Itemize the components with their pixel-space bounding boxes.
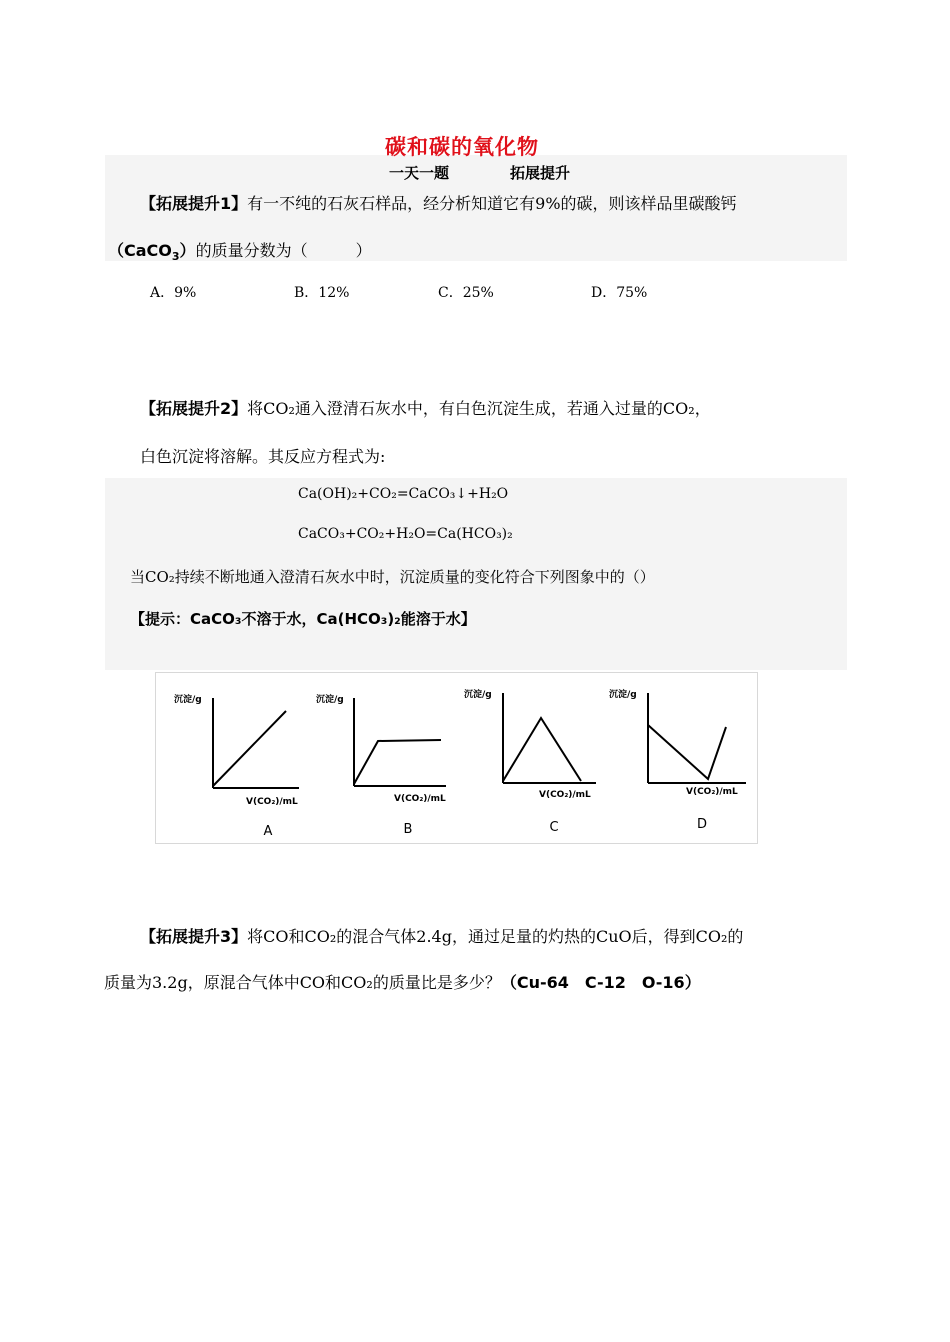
graph-c-letter: C <box>549 820 559 835</box>
q3-line2 <box>104 970 701 993</box>
q2-text: 将CO₂通入澄清石灰水中，有白色沉淀生成，若通入过量的CO₂， <box>247 399 711 418</box>
q2-line1 <box>140 396 711 419</box>
q2-equation-2: CaCO₃+CO₂+H₂O=Ca(HCO₃)₂ <box>298 526 513 542</box>
q2-line2: 白色沉淀将溶解。其反应方程式为: <box>140 447 386 466</box>
page-subtitle-left: 一天一题 <box>389 164 450 182</box>
page-title: 碳和碳的氧化物 <box>385 135 539 159</box>
graph-c-y-label: 沉淀/g <box>464 690 492 700</box>
q1-tag: 【拓展提升1】 <box>140 194 248 213</box>
q1-text: 有一不纯的石灰石样品，经分析知道它有9%的碳，则该样品里碳酸钙 <box>247 194 737 213</box>
q1-option-b: B．12% <box>294 285 350 301</box>
q3-text: 将CO和CO₂的混合气体2.4g，通过足量的灼热的CuO后，得到CO₂的 <box>247 927 744 946</box>
graph-a-y-label: 沉淀/g <box>174 695 202 705</box>
q1-formula-sub: 3 <box>171 250 180 264</box>
graph-c-curve <box>503 718 581 781</box>
graph-d-curve <box>648 725 726 779</box>
q3-tag: 【拓展提升3】 <box>140 927 248 946</box>
q1-formula: （CaCO <box>108 241 172 260</box>
graph-b-y-label: 沉淀/g <box>316 695 344 705</box>
q1-text-2: 的质量分数为（ ） <box>195 241 372 260</box>
q2-equation-1: Ca(OH)₂+CO₂=CaCO₃↓+H₂O <box>298 486 509 502</box>
graph-b-curve <box>354 740 441 784</box>
graph-d-x-label: V(CO₂)/mL <box>686 787 738 797</box>
q1-line2 <box>108 238 372 263</box>
q1-option-d: D．75% <box>591 285 648 301</box>
graph-b-x-label: V(CO₂)/mL <box>394 794 446 804</box>
graph-panel-svg <box>156 673 757 843</box>
graph-panel <box>155 672 758 844</box>
q3-line1 <box>140 924 743 947</box>
q2-tag: 【拓展提升2】 <box>140 399 248 418</box>
page-subtitle-right: 拓展提升 <box>510 164 571 182</box>
graph-a-x-label: V(CO₂)/mL <box>246 797 298 807</box>
q2-hint: 【提示：CaCO₃不溶于水，Ca(HCO₃)₂能溶于水】 <box>130 610 476 628</box>
q3-text-2: 质量为3.2g，原混合气体中CO和CO₂的质量比是多少？ <box>104 973 501 992</box>
q1-formula-close: ） <box>179 241 196 260</box>
graph-d-y-label: 沉淀/g <box>609 690 637 700</box>
graph-a-curve <box>213 711 286 786</box>
q1-option-c: C．25% <box>438 285 494 301</box>
q3-atomic-masses: （Cu-64 C-12 O-16） <box>500 973 701 992</box>
q2-question: 当CO₂持续不断地通入澄清石灰水中时，沉淀质量的变化符合下列图象中的（） <box>130 568 655 586</box>
q1-option-a: A．9% <box>150 285 197 301</box>
graph-b-letter: B <box>403 822 413 837</box>
graph-c-x-label: V(CO₂)/mL <box>539 790 591 800</box>
graph-d-letter: D <box>696 817 708 832</box>
graph-a-letter: A <box>263 824 273 839</box>
q1-line1 <box>140 191 737 214</box>
